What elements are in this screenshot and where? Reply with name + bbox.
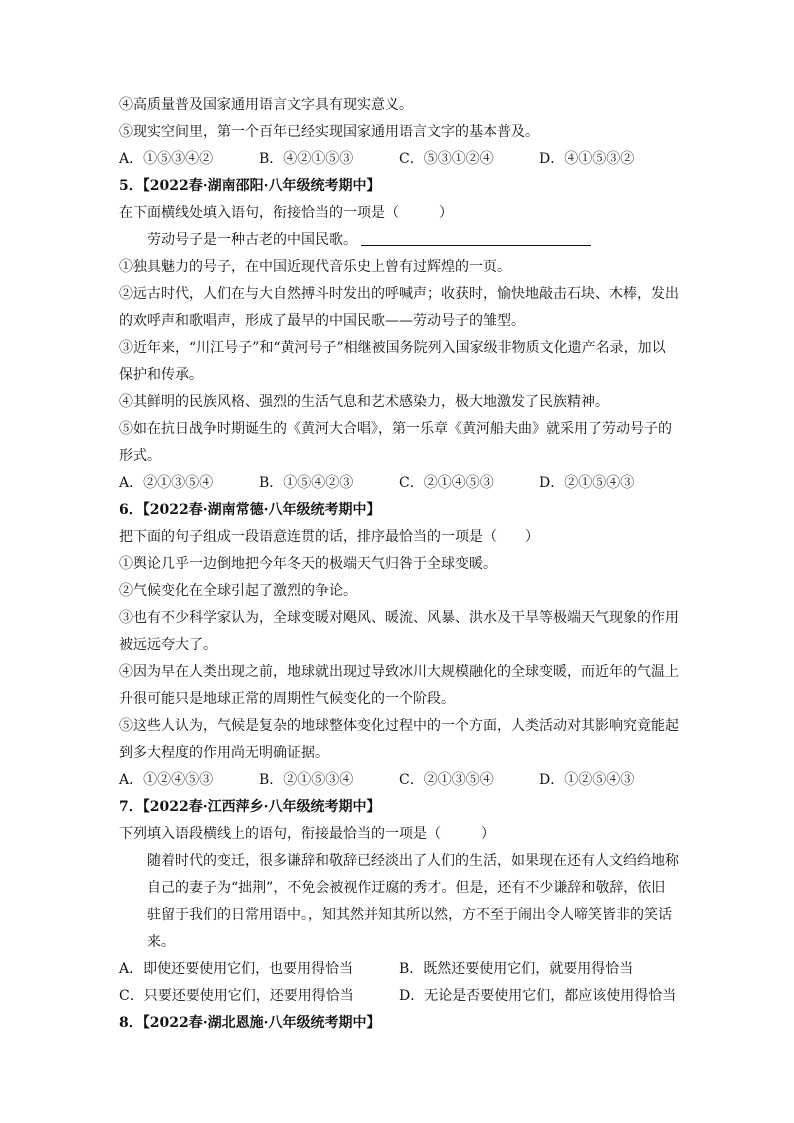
q7-prompt-text: 下列填入语段横线上的语句，衔接最恰当的一项是（ [119,826,441,842]
q6-heading: 6．【2022春·湖南常德·八年级统考期中】 [119,502,381,518]
q6-option-b[interactable]: B．②①⑤③④ [259,772,354,788]
q7-option-b[interactable]: B．既然还要使用它们，就要用得恰当 [399,961,634,977]
q5-option-b[interactable]: B．①⑤④②③ [259,475,354,491]
q5-item-4: ④其鲜明的民族风格、强烈的生活气息和艺术感染力，极大地激发了民族精神。 [119,394,609,410]
q5-stem [119,227,679,254]
intro-item-4: ④高质量普及国家通用语言文字具有现实意义。 [119,97,413,113]
q7-prompt-close: ） [481,826,495,842]
q5-options [119,470,679,497]
q5-heading: 5．【2022春·湖南邵阳·八年级统考期中】 [119,178,381,194]
intro-item-5: ⑤现实空间里，第一个百年已经实现国家通用语言文字的基本普及。 [119,124,539,140]
intro-option-b[interactable]: B．④②①⑤③ [259,151,354,167]
q7-passage: 随着时代的变迁，很多谦辞和敬辞已经淡出了人们的生活，如果现在还有人文绉绉地称自己的妻子为“拙荆”，不免会被视作迂腐的秀才。但是，还有不少谦辞和敬辞，依旧驻留于我们的日常用语中。，知其然并知其所以然，方不至于闹出令人啼笑皆非的笑话来。 [147,853,679,950]
q6-item-4: ④因为早在人类出现之前，地球就出现过导致冰川大规模融化的全球变暖，而近年的气温上升很可能只是地球正常的周期性气候变化的一个阶段。 [119,664,679,707]
q6-option-a[interactable]: A．①②④⑤③ [119,772,214,788]
q6-prompt [119,524,679,551]
q7-option-a[interactable]: A．即使还要使用它们，也要用得恰当 [119,961,354,977]
q5-prompt-close: ） [439,205,453,221]
document-page [119,92,679,1037]
q6-item-2: ②气候变化在全球引起了激烈的争论。 [119,583,357,599]
q5-fill-line[interactable] [361,231,591,246]
q6-item-1: ①舆论几乎一边倒地把今年冬天的极端天气归咎于全球变暖。 [119,556,497,572]
q5-item-2: ②远古时代，人们在与大自然搏斗时发出的呼喊声；收获时，愉快地敲击石块、木棒，发出的欢呼声和歌唱声，形成了最早的中国民歌——劳动号子的雏型。 [119,286,679,329]
q7-options-row-2 [119,983,679,1010]
intro-option-c[interactable]: C．⑤③①②④ [399,151,494,167]
q6-option-d[interactable]: D．①②⑤④③ [539,772,635,788]
q7-prompt [119,821,679,848]
q5-option-d[interactable]: D．②①⑤④③ [539,475,635,491]
intro-option-a[interactable]: A．①⑤③④② [119,151,214,167]
q6-prompt-text: 把下面的句子组成一段语意连贯的话，排序最恰当的一项是（ [119,529,497,545]
q6-option-c[interactable]: C．②①③⑤④ [399,772,494,788]
q7-option-c[interactable]: C．只要还要使用它们，还要用得恰当 [119,988,354,1004]
q5-option-c[interactable]: C．②①④⑤③ [399,475,494,491]
q7-heading: 7．【2022春·江西萍乡·八年级统考期中】 [119,799,381,815]
q5-prompt [119,200,679,227]
q5-item-5: ⑤如在抗日战争时期诞生的《黄河大合唱》，第一乐章《黄河船夫曲》就采用了劳动号子的形式。 [119,421,672,464]
q5-prompt-text: 在下面横线处填入语句，衔接恰当的一项是（ [119,205,399,221]
q5-item-3: ③近年来，“川江号子”和“黄河号子”相继被国务院列入国家级非物质文化遗产名录，加以保护和传承。 [119,340,666,383]
q6-item-3: ③也有不少科学家认为，全球变暖对飓风、暖流、风暴、洪水及干旱等极端天气现象的作用被远远夸大了。 [119,610,679,653]
q5-option-a[interactable]: A．②①③⑤④ [119,475,214,491]
q8-heading: 8．【2022春·湖北恩施·八年级统考期中】 [119,1015,381,1031]
q6-item-5: ⑤这些人认为，气候是复杂的地球整体变化过程中的一个方面，人类活动对其影响究竟能起到多大程度的作用尚无明确证据。 [119,718,679,761]
q6-options [119,767,679,794]
q5-item-1: ①独具魅力的号子，在中国近现代音乐史上曾有过辉煌的一页。 [119,259,511,275]
q7-option-d[interactable]: D．无论是否要使用它们，都应该使用得恰当 [399,988,677,1004]
q7-options-row-1 [119,956,679,983]
q6-prompt-close: ） [525,529,539,545]
intro-options [119,146,679,173]
intro-option-d[interactable]: D．④①⑤③② [539,151,635,167]
q5-stem-text: 劳动号子是一种古老的中国民歌。 [147,232,357,248]
